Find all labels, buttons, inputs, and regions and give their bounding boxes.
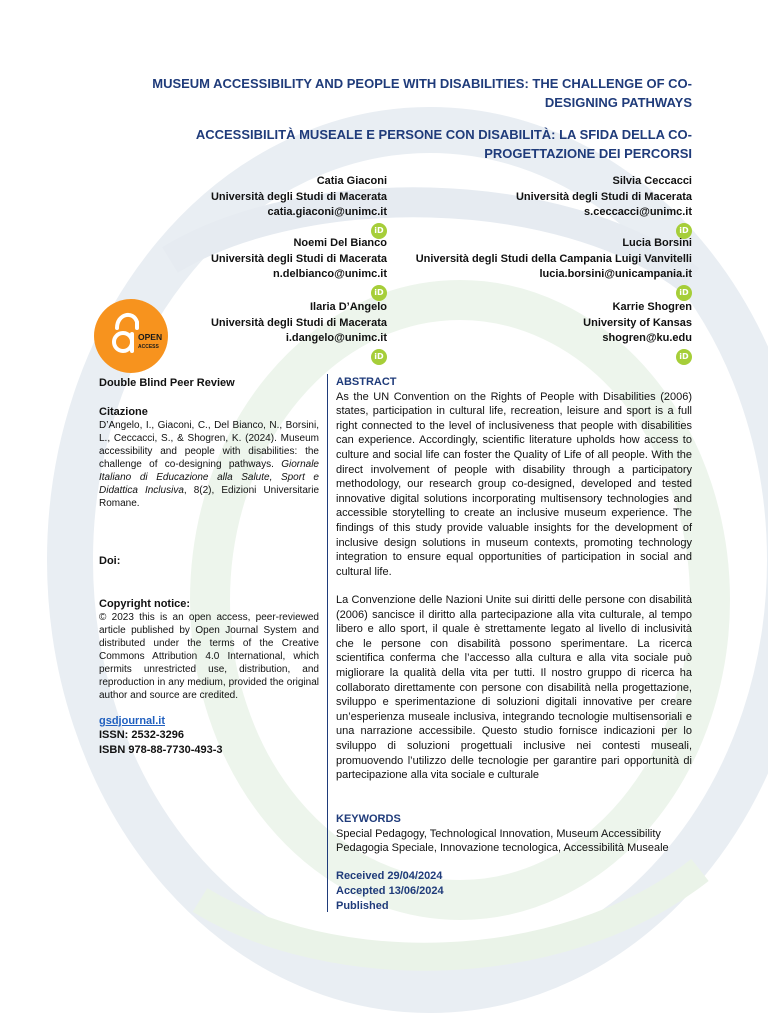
peer-review-label <box>99 376 319 390</box>
abstract-section <box>336 375 692 579</box>
author-card <box>211 300 387 365</box>
author-email[interactable]: i.dangelo@unimc.it <box>285 332 387 344</box>
copyright-block <box>99 597 319 702</box>
citation-journal: Giornale Italiano di Educazione alla Salute, Sport e Didattica Inclusiva <box>99 459 319 496</box>
citation-body: D’Angelo, I., Giaconi, C., Del Bianco, N., Borsini, L., Ceccacci, S., & Shogren, K. (2024). Museum accessibility and people with disabilities: the challenge of co-designing pathways. <box>99 420 319 470</box>
keywords-section <box>336 812 692 856</box>
copyright-heading: Copyright notice: <box>99 598 191 610</box>
author-email[interactable]: s.ceccacci@unimc.it <box>584 206 692 218</box>
title-english: MUSEUM ACCESSIBILITY AND PEOPLE WITH DISABILITIES: THE CHALLENGE OF CO-DESIGNING PATHWAYS <box>152 76 692 110</box>
title-italian: ACCESSIBILITÀ MUSEALE E PERSONE CON DISABILITÀ: LA SFIDA DELLA CO-PROGETTAZIONE DEI PERCORSI <box>195 127 692 161</box>
author-name: Noemi Del Bianco <box>293 237 387 249</box>
journal-link[interactable]: gsdjournal.it <box>99 715 165 727</box>
author-email[interactable]: catia.giaconi@unimc.it <box>267 206 387 218</box>
doi-label: Doi: <box>99 555 121 567</box>
abstract-english: As the UN Convention on the Rights of People with Disabilities (2006) states, participation in cultural life, recreation, leisure and sport is a full right connected to the level of inclusiveness that people with disabilities can experience. Accordingly, scientific literature upholds how access to culture and social life can foster the Quality of Life of all people. With the direct involvement of people with disability through a participatory methodology, our research group co-designed, developed and tested innovative digital solutions incorporating multisensory technologies and accessible storytelling to create an inclusive museum experience. The findings of this study provide valuable insights for the development of inclusive design solutions in museum contexts, promoting technology integration to ensure equal opportunities of participation in social and cultural life. <box>336 390 692 578</box>
author-affiliation: Università degli Studi di Macerata <box>515 190 692 203</box>
logo-text-open: OPEN <box>138 332 163 342</box>
citation-block <box>99 405 319 510</box>
keywords-heading: KEYWORDS <box>336 813 401 825</box>
citation-tail: , 8(2), Edizioni Universitarie Romane. <box>99 485 320 509</box>
author-name: Karrie Shogren <box>612 301 692 313</box>
orcid-icon[interactable]: iD <box>371 349 387 365</box>
author-affiliation: Università degli Studi di Macerata <box>210 190 387 203</box>
author-affiliation: University of Kansas <box>583 316 692 329</box>
issn: ISSN: 2532-3296 <box>99 729 184 741</box>
abstract-italian: La Convenzione delle Nazioni Unite sui diritti delle persone con disabilità (2006) sancisce il diritto alla partecipazione alla vita culturale, al tempo libero e allo sport, il quale è strettamente legato al livello di inclusività che le persone con disabilità possono sperimentare. La ricerca scientifica conferma che l’accesso alla cultura e alla vita sociale può migliorare la qualità della vita per tutti. Il nostro gruppo di ricerca ha collaborato direttamente con persone con disabilità nella progettazione, sviluppo e sperimentazione di soluzioni digitali innovative per creare un’esperienza museale inclusiva, integrando tecnologie multisensoriali e una narrazione accessibile. Questo studio fornisce indicazioni per lo sviluppo di soluzioni progettuali inclusive nei contesti museali, promuovendo l’utilizzo delle tecnologie per garantire pari opportunità di partecipazione alla vita sociale e culturale <box>336 594 692 782</box>
citation-heading: Citazione <box>99 406 148 418</box>
orcid-icon[interactable]: iD <box>676 285 692 301</box>
published-label: Published <box>336 900 389 912</box>
author-card <box>516 174 692 239</box>
author-email[interactable]: lucia.borsini@unicampania.it <box>539 268 692 280</box>
author-card <box>211 174 387 239</box>
copyright-text: © 2023 this is an open access, peer-reviewed article published by Open Journal System and distributed under the terms of the Creative Commons Attribution 4.0 International, which permits unrestricted use, distribution, and reproduction in any medium, provided the original author and source are credited. <box>99 612 319 701</box>
logo-text-access: ACCESS <box>138 344 159 350</box>
abstract-italian-section <box>336 593 692 783</box>
author-name: Lucia Borsini <box>622 237 692 249</box>
author-card <box>416 236 692 301</box>
orcid-icon[interactable]: iD <box>676 223 692 239</box>
author-name: Silvia Ceccacci <box>612 175 692 187</box>
orcid-icon[interactable]: iD <box>676 349 692 365</box>
author-name: Catia Giaconi <box>316 175 387 187</box>
citation-text <box>99 419 319 510</box>
author-affiliation: Università degli Studi di Macerata <box>210 252 387 265</box>
peer-review-text: Double Blind Peer Review <box>99 377 235 389</box>
author-affiliation: Università degli Studi di Macerata <box>210 316 387 329</box>
journal-info <box>99 715 319 758</box>
author-email[interactable]: n.delbianco@unimc.it <box>272 268 387 280</box>
author-affiliation: Università degli Studi della Campania Luigi Vanvitelli <box>415 252 692 265</box>
author-card <box>211 236 387 301</box>
abstract-heading: ABSTRACT <box>336 376 397 388</box>
author-name: Ilaria D’Angelo <box>309 301 387 313</box>
orcid-icon[interactable]: iD <box>371 223 387 239</box>
orcid-icon[interactable]: iD <box>371 285 387 301</box>
column-divider <box>327 374 328 912</box>
open-access-logo <box>93 298 169 374</box>
author-email[interactable]: shogren@ku.edu <box>602 332 692 344</box>
keywords-english: Special Pedagogy, Technological Innovation, Museum Accessibility <box>336 827 661 840</box>
received-date: Received 29/04/2024 <box>336 870 443 882</box>
keywords-italian: Pedagogia Speciale, Innovazione tecnologica, Accessibilità Museale <box>336 842 669 855</box>
accepted-date: Accepted 13/06/2024 <box>336 885 444 897</box>
doi-block <box>99 554 319 568</box>
isbn: ISBN 978-88-7730-493-3 <box>99 744 223 756</box>
dates-section <box>336 869 692 914</box>
author-card <box>583 300 692 365</box>
